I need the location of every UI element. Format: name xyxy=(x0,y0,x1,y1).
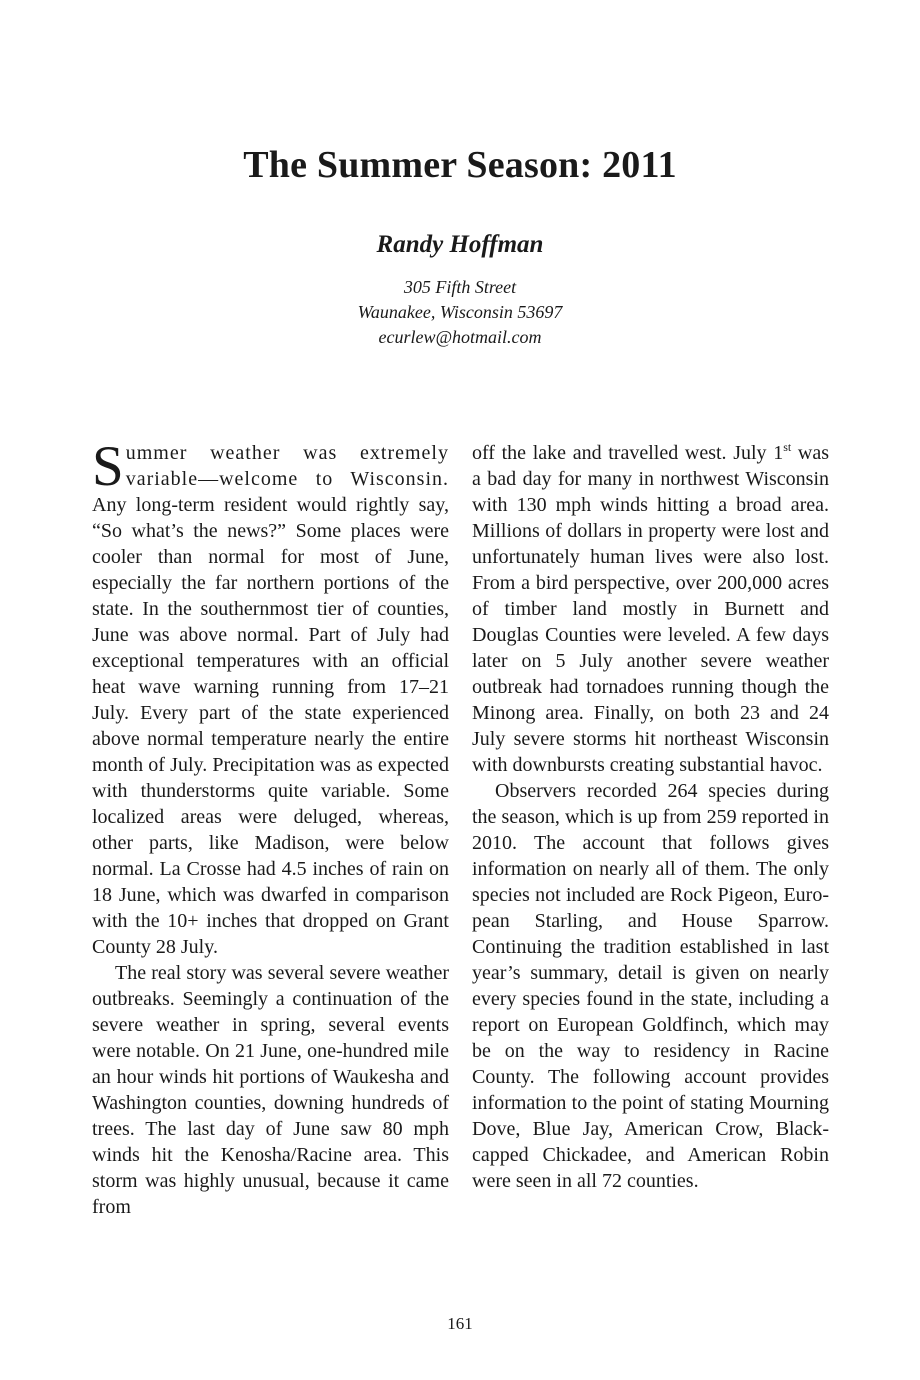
paragraph-severe-weather: The real story was several severe weather outbreaks. Seemingly a continuation of the severe weather in spring, several events were notable. On 21 June, one-hundred mile an hour winds hit portions of Waukesha and Washington counties, downing hundreds of trees. The last day of June saw 80 mph winds hit the Kenosha/Racine area. This storm was highly unusual, because it came from xyxy=(92,962,449,1218)
author-name: Randy Hoffman xyxy=(376,231,544,258)
author-email: ecurlew@hotmail.com xyxy=(378,327,542,347)
paragraph-continued-text-b: was a bad day for many in northwest Wisconsin with 130 mph winds hitting a broad area. Millions of dollars in property were lost and unfortunately human lives were also lost. From a bird perspective, over 200,000 acres of timber land mostly in Burnett and Douglas Counties were leveled. A few days later on 5 July another severe weather outbreak had tornadoes running though the Minong area. Finally, on both 23 and 24 July severe storms hit northeast Wisconsin with downbursts creating substantial havoc. xyxy=(472,442,829,776)
author-street-address: 305 Fifth Street xyxy=(403,277,517,297)
left-text-column xyxy=(92,435,449,1220)
author-city-state-zip: Waunakee, Wisconsin 53697 xyxy=(357,302,563,322)
paragraph-species-summary: Observers recorded 264 species during the season, which is up from 259 reported in 2010. The account that follows gives information on nearly all of them. The only species not included are Rock Pigeon, European Starling, and House Sparrow. Continuing the tradition established in last year’s summary, detail is given on nearly every species found in the state, including a report on European Goldfinch, which may be on the way to residency in Racine County. The following account provides information to the point of stating Mourning Dove, Blue Jay, American Crow, Black-capped Chickadee, and American Robin were seen in all 72 counties. xyxy=(472,780,829,1192)
paragraph-intro xyxy=(92,435,449,960)
ordinal-superscript: st xyxy=(783,440,792,454)
drop-cap: S xyxy=(92,435,124,498)
paragraph-intro-text: Any long-term resident would rightly say, “So what’s the news?” Some places were cooler than normal for most of June, especially the far northern portions of the state. In the southernmost tier of counties, June was above normal. Part of July had exceptional temperatures with an official heat wave warning running from 17–21 July. Every part of the state experienced above normal temperature nearly the entire month of July. Precipitation was as expected with thunderstorms quite variable. Some localized areas were deluged, whereas, other parts, like Madison, were below normal. La Crosse had 4.5 inches of rain on 18 June, which was dwarfed in comparison with the 10+ inches that dropped on Grant County 28 July. xyxy=(92,494,449,958)
article-title: The Summer Season: 2011 xyxy=(243,144,677,186)
paragraph-severe-weather-continued xyxy=(472,440,829,778)
paragraph-continued-text-a: off the lake and travelled west. July 1 xyxy=(472,442,784,464)
paragraph-intro-lead: ummer weather was extremely variable—welcome to Wisconsin. xyxy=(125,442,449,490)
page-number: 161 xyxy=(447,1314,473,1333)
right-text-column xyxy=(472,440,829,1194)
